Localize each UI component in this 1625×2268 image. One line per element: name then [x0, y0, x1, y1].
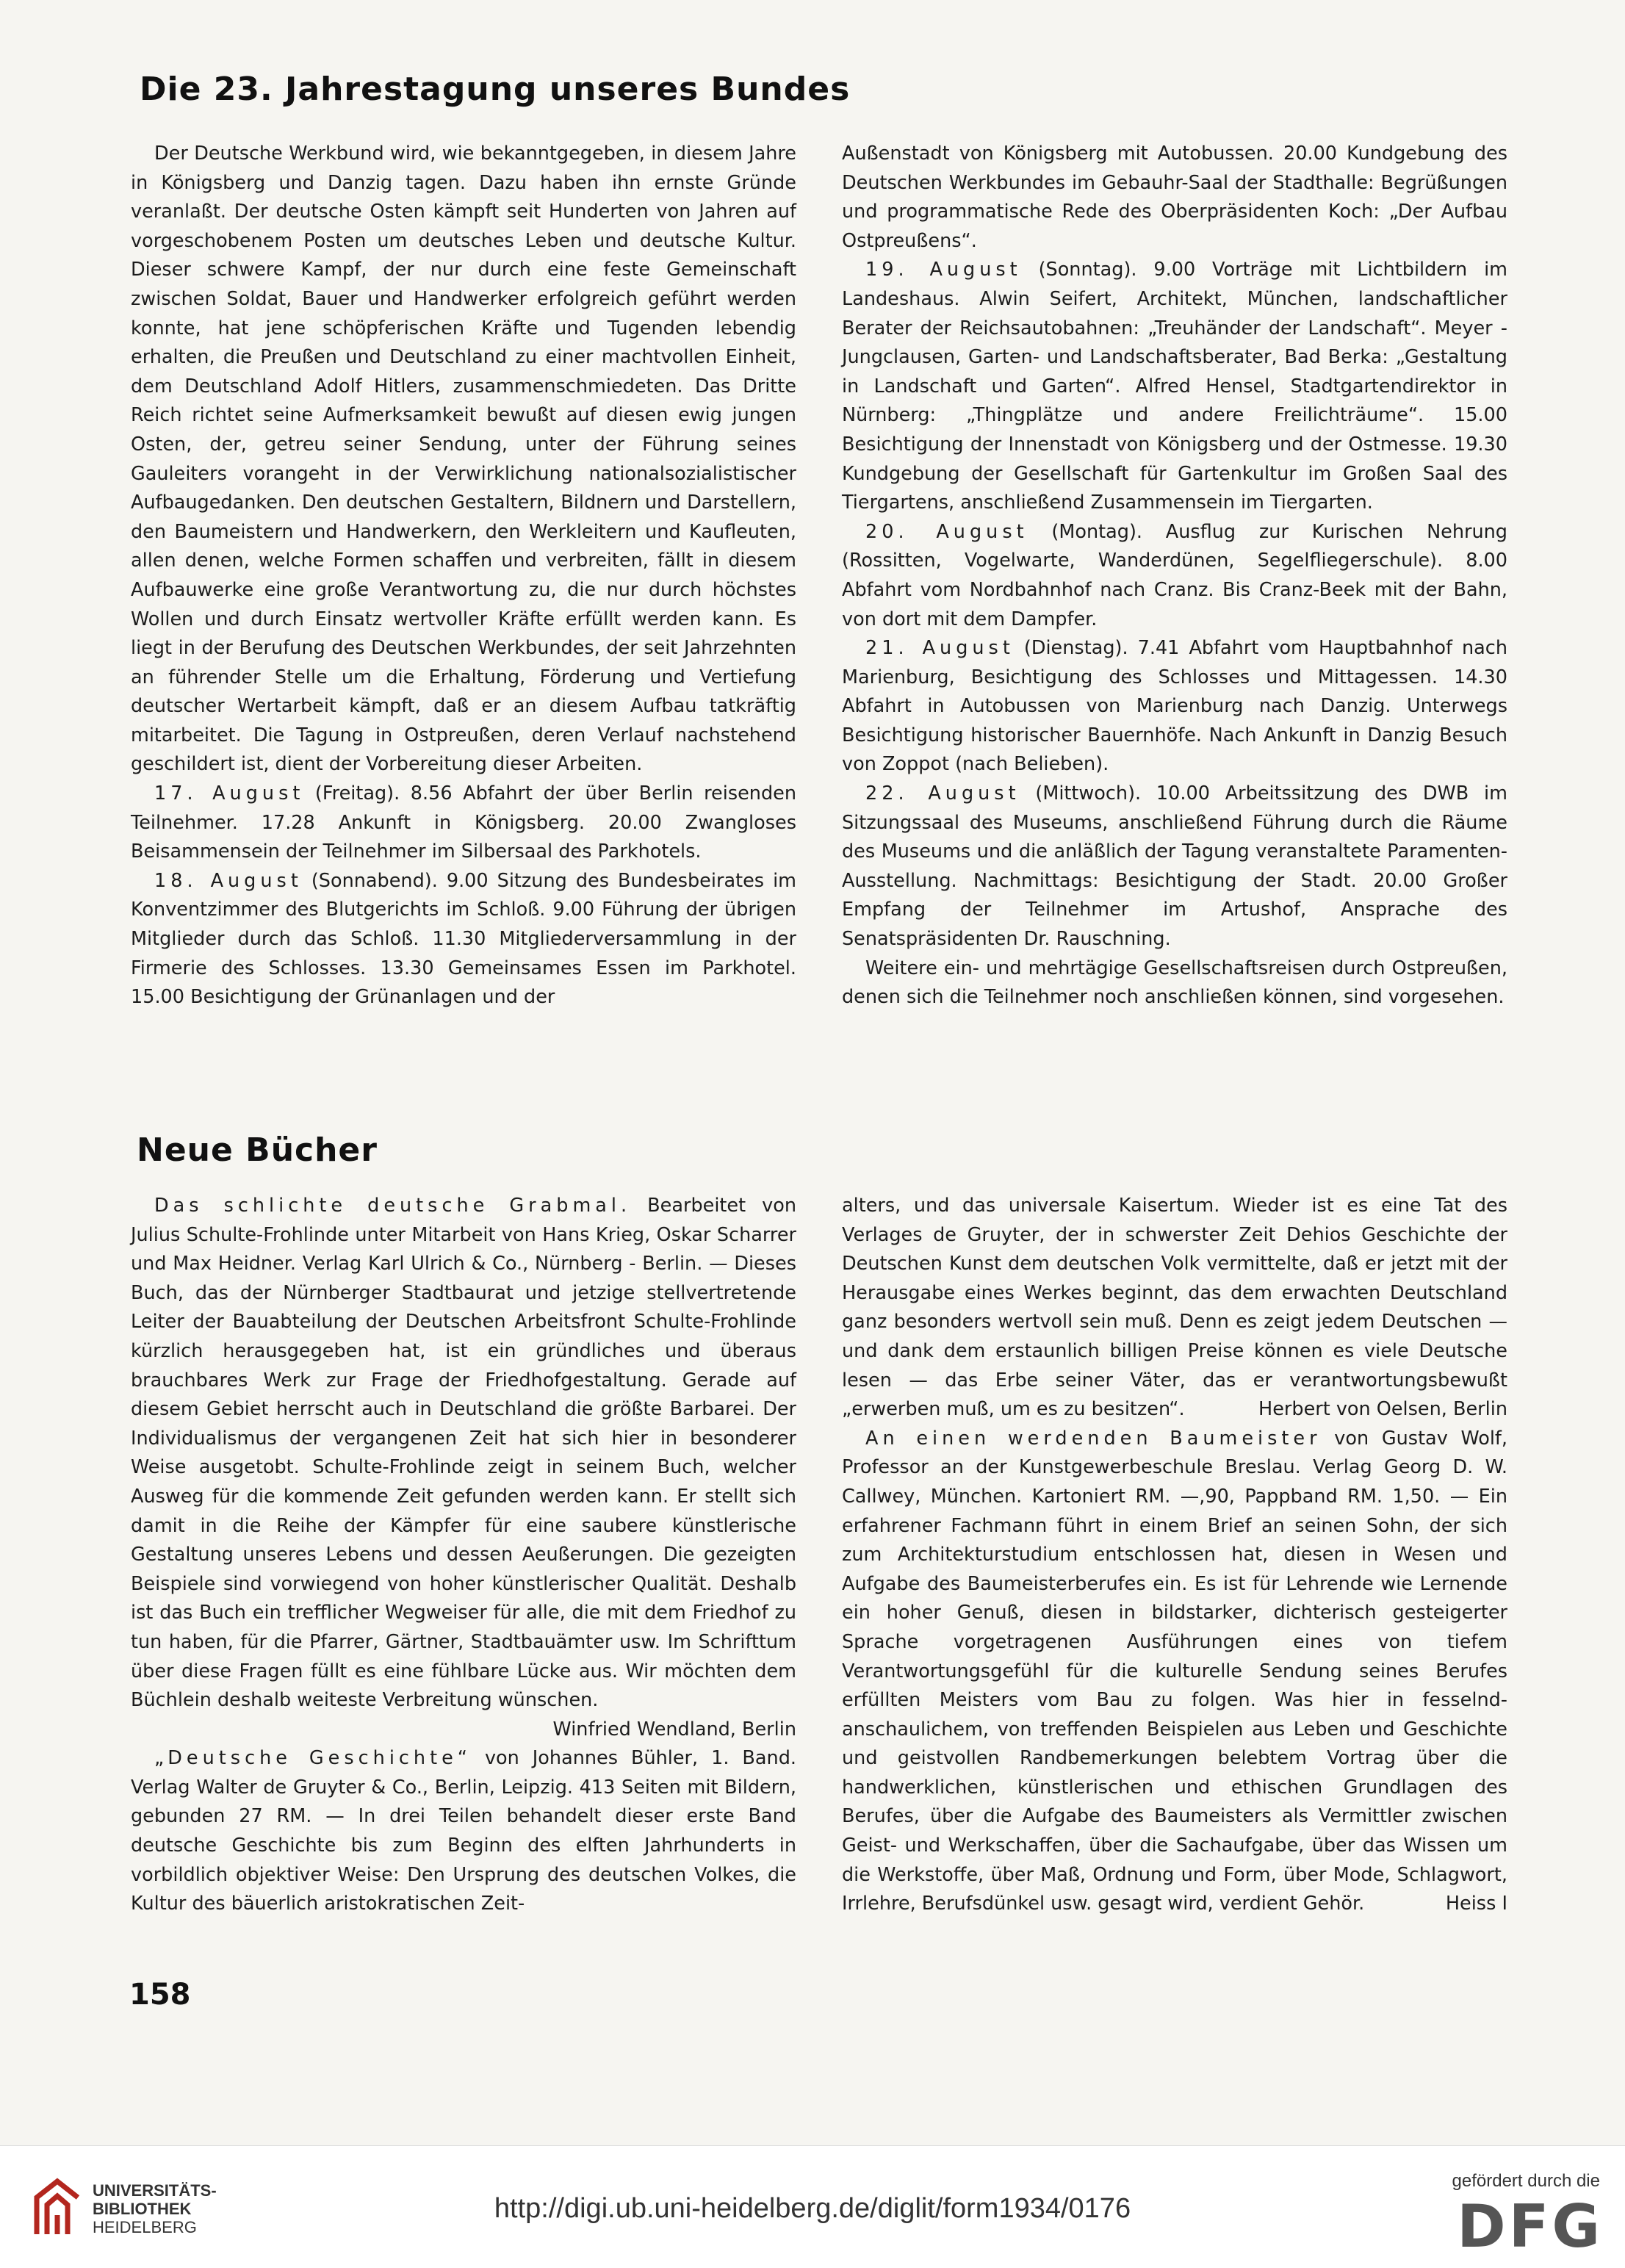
- column-buecher-right: [842, 1192, 1507, 1919]
- paragraph-lead: „Deutsche Geschichte“: [154, 1747, 472, 1770]
- paragraph-lead: Das schlichte deutsche Grabmal.: [154, 1195, 632, 1217]
- review-signature: Heiss I: [1445, 1893, 1507, 1915]
- paragraph-lead: 21. August: [865, 637, 1015, 660]
- paragraph-text: (Sonnabend). 9.00 Sitzung des Bundesbeirates im Konventzimmer des Blutgerichts im Schloß. 9.00 Führung der übrigen Mitglieder durch das Schloß. 11.30 Mitgliederversammlung in der Firmerie des Schlosses. 13.30 Gemeinsames Essen im Parkhotel. 15.00 Besichtigung der Grünanlagen und der: [131, 869, 796, 1009]
- paragraph: [131, 140, 796, 780]
- paragraph: [842, 256, 1507, 517]
- paragraph-text: von Gustav Wolf, Professor an der Kunstgewerbeschule Breslau. Verlag Georg D. W. Callwey, München. Kartoniert RM. —,90, Pappband RM. 1,50. — Ein erfahrener Fachmann führt in einem Brief an seinen Sohn, der sich zum Architekturstudium entschlossen hat, diesen in Wesen und Aufgabe des Baumeisterberufes ein. Es ist für Lehrende wie Lernende ein hoher Genuß, diesen in bildstarker, dichterisch gesteigerter Sprache vorgetragenen Ausführungen eines von tiefem Verantwortungsgefühl für die kulturelle Sendung seines Berufes erfüllten Meisters vom Bau zu folgen. Was hier in fesselnd-anschaulichem, von treffenden Beispielen aus Leben und Geschichte und geistvollen Randbemerkungen belebtem Vortrag über die handwerklichen, künstlerischen und ethischen Grundlagen des Berufes, über die Aufgabe des Baumeisters als Vermittler zwischen Geist- und Werkschaffen, über die Sachaufgabe, über das Wissen um die Werkstoffe, über Maß, Ordnung und Form, über Mode, Schlagwort, Irrlehre, Berufsdünkel usw. gesagt wird, verdient Gehör.: [842, 1427, 1507, 1915]
- column-buecher-left: [131, 1192, 796, 1919]
- paragraph-text: von Johannes Bühler, 1. Band. Verlag Walter de Gruyter & Co., Berlin, Leipzig. 413 Seiten mit Bildern, gebunden 27 RM. — In drei Teilen behandelt dieser erste Band deutsche Geschichte bis zum Beginn des elften Jahrhunderts in vorbildlich objektiver Weise: Den Ursprung des deutschen Volkes, die Kultur des bäuerlich aristokratischen Zeit-: [131, 1747, 796, 1915]
- paragraph-lead: 22. August: [865, 782, 1020, 805]
- paragraph: [842, 634, 1507, 780]
- paragraph-lead: 18. August: [154, 869, 303, 892]
- sponsor-label: gefördert durch die: [1452, 2171, 1600, 2191]
- paragraph-lead: 19. August: [865, 259, 1022, 281]
- paragraph-text: (Mittwoch). 10.00 Arbeitssitzung des DWB im Sitzungssaal des Museums, anschließend Führung durch die Räume des Museums und die anläßlich der Tagung veranstaltete Paramenten-Ausstellung. Nachmittags: Besichtigung der Stadt. 20.00 Großer Empfang der Teilnehmer im Artushof, Ansprache des Senatspräsidenten Dr. Rauschning.: [842, 782, 1507, 951]
- section-title-neue-buecher: Neue Bücher: [137, 1131, 378, 1169]
- paragraph: [842, 140, 1507, 256]
- review-signature: Herbert von Oelsen, Berlin: [1258, 1398, 1507, 1421]
- paragraph-lead: 17. August: [154, 782, 305, 805]
- viewer-footer: [0, 2145, 1625, 2268]
- paragraph: [842, 954, 1507, 1012]
- institution-line: HEIDELBERG: [93, 2218, 197, 2236]
- paragraph-text: (Freitag). 8.56 Abfahrt der über Berlin reisenden Teilnehmer. 17.28 Ankunft in Königsberg. 20.00 Zwangloses Beisammensein der Teilnehmer im Silbersaal des Parkhotels.: [131, 782, 796, 863]
- paragraph-text: Bearbeitet von Julius Schulte-Frohlinde unter Mitarbeit von Hans Krieg, Oskar Scharrer und Max Heidner. Verlag Karl Ulrich & Co., Nürnberg - Berlin. — Dieses Buch, das der Nürnberger Stadtbaurat und jetzige stellvertretende Leiter der Bauabteilung der Deutschen Arbeitsfront Schulte-Frohlinde kürzlich herausgegeben hat, ist ein gründliches und überaus brauchbares Werk zur Frage der Friedhofgestaltung. Gerade auf diesem Gebiet herrscht auch in Deutschland die größte Barbarei. Der Individualismus der vergangenen Zeit hat sich hier in besonderer Weise ausgetobt. Schulte-Frohlinde zeigt in seinem Buch, welcher Ausweg für die kommende Zeit gefunden werden kann. Er stellt sich damit in die Reihe der Kämpfer für eine saubere künstlerische Gestaltung unseres Lebens und dessen Aeußerungen. Die gezeigten Beispiele sind vorwiegend von hoher künstlerischer Qualität. Deshalb ist das Buch ein trefflicher Wegweiser für alle, die mit dem Friedhof zu tun haben, für die Pfarrer, Gärtner, Stadtbauämter usw. Im Schrifttum über diese Fragen füllt es eine fühlbare Lücke aus. Wir möchten dem Büchlein deshalb weiteste Verbreitung wünschen.: [131, 1195, 796, 1712]
- paragraph: [842, 1425, 1507, 1919]
- column-jahrestagung-right: [842, 140, 1507, 1012]
- section-title-jahrestagung: Die 23. Jahrestagung unseres Bundes: [140, 71, 851, 108]
- permalink-url[interactable]: http://digi.ub.uni-heidelberg.de/diglit/form1934/0176: [494, 2193, 1131, 2224]
- paragraph: [131, 780, 796, 867]
- paragraph-text: (Sonntag). 9.00 Vorträge mit Lichtbildern im Landeshaus. Alwin Seifert, Architekt, München, landschaftlicher Berater der Reichsautobahnen: „Treuhänder der Landschaft“. Meyer - Jungclausen, Garten- und Landschaftsberater, Bad Berka: „Gestaltung in Landschaft und Garten“. Alfred Hensel, Stadtgartendirektor in Nürnberg: „Thingplätze und andere Freilichträume“. 15.00 Besichtigung der Innenstadt von Königsberg und der Ostmesse. 19.30 Kundgebung der Gesellschaft für Gartenkultur im Großen Saal des Tiergartens, anschließend Zusammensein im Tiergarten.: [842, 259, 1507, 514]
- paragraph: [131, 1744, 796, 1919]
- paragraph-text: Weitere ein- und mehrtägige Gesellschaftsreisen durch Ostpreußen, denen sich die Teilnehmer noch anschließen können, sind vorgesehen.: [842, 957, 1507, 1009]
- paragraph-text: Außenstadt von Königsberg mit Autobussen. 20.00 Kundgebung des Deutschen Werkbundes im Gebauhr-Saal der Stadthalle: Begrüßungen und programmatische Rede des Oberpräsidenten Koch: „Der Aufbau Ostpreußens“.: [842, 143, 1507, 252]
- review-signature: Winfried Wendland, Berlin: [552, 1718, 796, 1740]
- paragraph: [131, 867, 796, 1012]
- paragraph-lead: An einen werdenden Baumeister: [865, 1427, 1322, 1450]
- paragraph-text: alters, und das universale Kaisertum. Wieder ist es eine Tat des Verlages de Gruyter, der in schwerster Zeit Dehios Geschichte der Deutschen Kunst dem deutschen Volk vermittelte, daß er jetzt mit der Herausgabe eines Werkes beginnt, das dem erwachten Deutschland ganz besonders wertvoll sein muß. Denn es zeigt jedem Deutschen — und dank dem erstaunlich billigen Preise können es viele Deutsche lesen — das Erbe seiner Väter, das er verantwortungsbewußt „erwerben muß, um es zu besitzen“.: [842, 1195, 1507, 1421]
- dfg-logo[interactable]: DFG: [1457, 2192, 1603, 2261]
- paragraph-text: Der Deutsche Werkbund wird, wie bekanntgegeben, in diesem Jahre in Königsberg und Danzig tagen. Dazu haben ihn ernste Gründe veranlaßt. Der deutsche Osten kämpft seit Hunderten von Jahren auf vorgeschobenem Posten um deutsches Leben und deutsche Kultur. Dieser schwere Kampf, der nur durch eine feste Gemeinschaft zwischen Soldat, Bauer und Handwerker erfolgreich geführt werden konnte, hat jene schöpferischen Kräfte und Tugenden lebendig erhalten, die Preußen und Deutschland zu einer machtvollen Einheit, dem Deutschland Adolf Hitlers, zusammenschmiedeten. Das Dritte Reich richtet seine Aufmerksamkeit bewußt auf diesen ewig jungen Osten, der, getreu seiner Sendung, unter der Führung seines Gauleiters vorangeht in der Verwirklichung nationalsozialistischer Aufbaugedanken. Den deutschen Gestaltern, Bildnern und Darstellern, den Baumeistern und Handwerkern, den Werkleitern und Kaufleuten, allen denen, welche Formen schaffen und verbreiten, fällt in diesem Aufbauwerke eine große Verantwortung zu, die nur durch höchstes Wollen und durch Einsatz wertvoller Kräfte erfüllt werden kann. Es liegt in der Berufung des Deutschen Werkbundes, der seit Jahrzehnten an führender Stelle um die Erhaltung, Förderung und Vertiefung deutscher Wertarbeit kämpft, daß er an diesem Aufbau tatkräftig mitarbeitet. Die Tagung in Ostpreußen, deren Verlauf nachstehend geschildert ist, dient der Vorbereitung dieser Arbeiten.: [131, 143, 796, 776]
- paragraph: [131, 1192, 796, 1716]
- column-jahrestagung-left: [131, 140, 796, 1012]
- paragraph: [842, 780, 1507, 954]
- paragraph-lead: 20. August: [865, 520, 1028, 543]
- paragraph-text: (Montag). Ausflug zur Kurischen Nehrung (Rossitten, Vogelwarte, Wanderdünen, Segelfliegerschule). 8.00 Abfahrt vom Nordbahnhof nach Cranz. Bis Cranz-Beek mit der Bahn, von dort mit dem Dampfer.: [842, 520, 1507, 630]
- institution-line: BIBLIOTHEK: [93, 2200, 192, 2218]
- paragraph: [842, 1192, 1507, 1425]
- page-number: 158: [129, 1978, 191, 2012]
- institution-line: UNIVERSITÄTS-: [93, 2181, 217, 2200]
- paragraph: [842, 518, 1507, 634]
- paragraph-text: (Dienstag). 7.41 Abfahrt vom Hauptbahnhof nach Marienburg, Besichtigung des Schlosses und Mittagessen. 14.30 Abfahrt in Autobussen von Marienburg nach Danzig. Unterwegs Besichtigung historischer Bauernhöfe. Nach Ankunft in Danzig Besuch von Zoppot (nach Belieben).: [842, 637, 1507, 776]
